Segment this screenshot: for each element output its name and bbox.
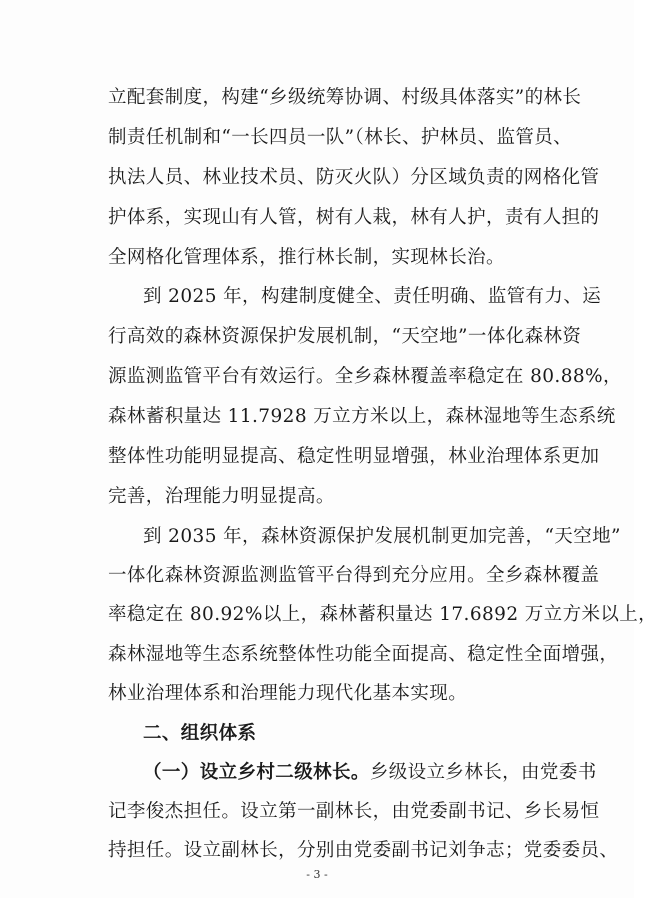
- paragraph-line: 护体系，实现山有人管，树有人栽，林有人护，责有人担的: [108, 207, 600, 228]
- paragraph-line: 持担任。设立副林长，分别由党委副书记刘争志；党委委员、: [108, 840, 619, 861]
- page-number: - 3 -: [306, 868, 328, 881]
- paragraph-line: 森林湿地等生态系统整体性功能全面提高、稳定性全面增强，: [108, 644, 619, 665]
- paragraph-line: 全网格化管理体系，推行林长制，实现林长治。: [108, 247, 505, 268]
- paragraph-line: 源监测监管平台有效运行。全乡森林覆盖率稳定在 80.88%，: [108, 366, 622, 387]
- sub-heading-title: （一）设立乡村二级林长。: [143, 762, 370, 783]
- paragraph-line: 完善，治理能力明显提高。: [108, 486, 335, 507]
- paragraph-line: 林业治理体系和治理能力现代化基本实现。: [108, 683, 468, 704]
- section-heading: 二、组织体系: [143, 723, 257, 744]
- paragraph-line: 立配套制度，构建“乡级统筹协调、村级具体落实”的林长: [108, 87, 582, 108]
- sub-heading-line: [143, 758, 597, 788]
- sub-heading-text: 乡级设立乡林长，由党委书: [369, 762, 597, 783]
- paragraph-line: 整体性功能明显提高、稳定性明显增强，林业治理体系更加: [108, 446, 600, 467]
- paragraph-line: 制责任机制和“一长四员一队”（林长、护林员、监管员、: [108, 127, 573, 148]
- paragraph-line: 行高效的森林资源保护发展机制，“天空地”一体化森林资: [108, 326, 582, 347]
- paragraph-line: 执法人员、林业技术员、防灭火队）分区域负责的网格化管: [108, 167, 600, 188]
- paragraph-line: 到 2025 年，构建制度健全、责任明确、监管有力、运: [143, 286, 602, 307]
- paragraph-line: 到 2035 年，森林资源保护发展机制更加完善，“天空地”: [143, 526, 621, 547]
- paragraph-line: 森林蓄积量达 11.7928 万立方米以上，森林湿地等生态系统: [108, 406, 616, 427]
- paragraph-line: 率稳定在 80.92%以上，森林蓄积量达 17.6892 万立方米以上，: [108, 604, 657, 625]
- paragraph-line: 记李俊杰担任。设立第一副林长，由党委副书记、乡长易恒: [108, 801, 600, 822]
- paragraph-line: 一体化森林资源监测监管平台得到充分应用。全乡森林覆盖: [108, 565, 600, 586]
